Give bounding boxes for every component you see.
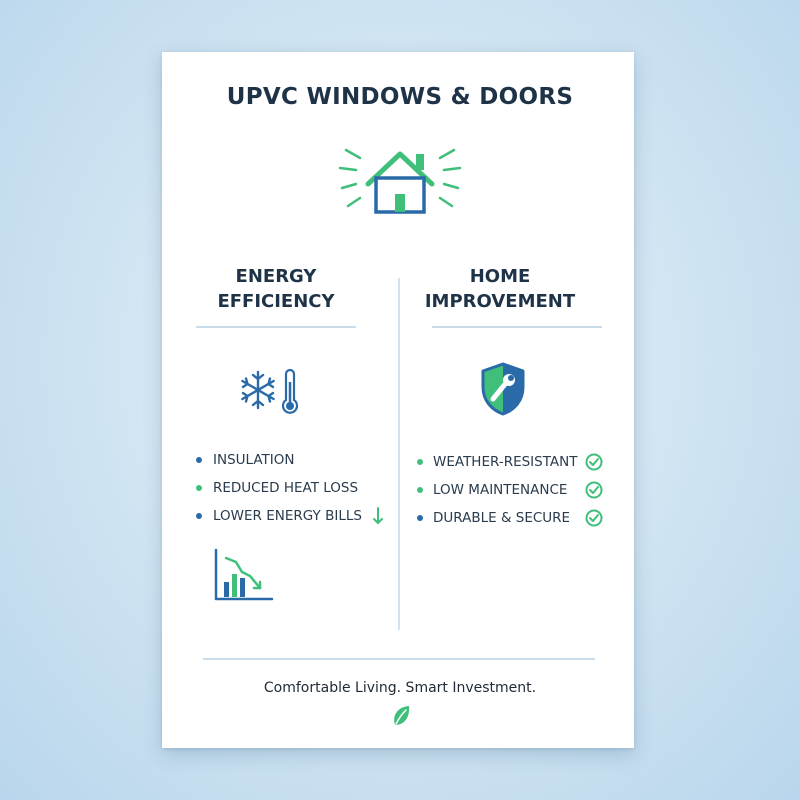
check-circle-icon xyxy=(585,453,603,471)
check-circle-icon xyxy=(585,509,603,527)
snowflake-icon xyxy=(238,370,278,410)
down-arrow-icon xyxy=(372,506,384,526)
home-improvement-list xyxy=(417,452,578,536)
shield-wrench-icon xyxy=(478,361,528,417)
list-item-weather-resistant: WEATHER-RESISTANT xyxy=(417,452,578,480)
left-heading-divider xyxy=(196,326,356,328)
house-icon xyxy=(338,140,462,224)
bullet xyxy=(417,459,423,465)
bullet xyxy=(417,515,423,521)
column-divider xyxy=(398,278,400,630)
home-improvement-heading: HOME IMPROVEMENT xyxy=(424,266,576,312)
energy-efficiency-heading: ENERGY EFFICIENCY xyxy=(217,266,335,312)
energy-efficiency-list xyxy=(196,450,384,534)
declining-chart-icon xyxy=(212,548,276,604)
bullet xyxy=(196,485,202,491)
list-item-lower-energy-bills: LOWER ENERGY BILLS xyxy=(196,506,384,534)
bullet xyxy=(196,457,202,463)
list-item-durable-secure: DURABLE & SECURE xyxy=(417,508,578,536)
tagline: Comfortable Living. Smart Investment. xyxy=(263,680,537,696)
leaf-icon xyxy=(391,704,411,728)
right-heading-divider xyxy=(432,326,602,328)
bullet xyxy=(196,513,202,519)
list-item-insulation: INSULATION xyxy=(196,450,384,478)
list-item-reduced-heat-loss: REDUCED HEAT LOSS xyxy=(196,478,384,506)
check-circle-icon xyxy=(585,481,603,499)
list-item-low-maintenance: LOW MAINTENANCE xyxy=(417,480,578,508)
poster-title: UPVC WINDOWS & DOORS xyxy=(226,84,574,110)
bullet xyxy=(417,487,423,493)
footer-divider xyxy=(203,658,595,660)
thermometer-icon xyxy=(280,368,300,416)
